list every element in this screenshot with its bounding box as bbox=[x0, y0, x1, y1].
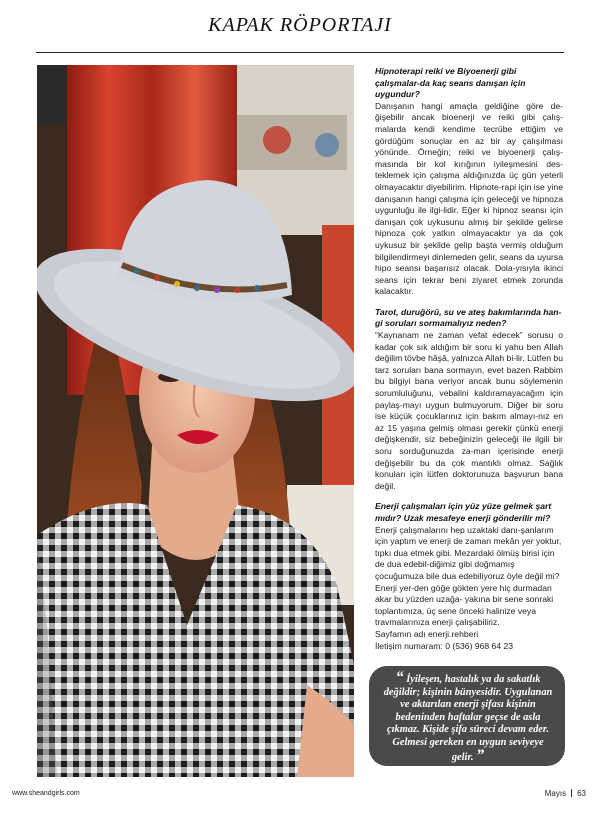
footer-page-number: 63 bbox=[577, 789, 586, 798]
pull-quote bbox=[381, 669, 555, 764]
contact-page-name: Sayfamın adı enerji.rehberi bbox=[375, 628, 479, 639]
footer-separator bbox=[571, 789, 572, 797]
question-2: Tarot, duruğörü, su ve ateş bakımlarında han-gi soruları sormamalıyız neden? bbox=[375, 306, 562, 329]
question-1: Hipnoterapi reiki ve Biyoenerji gibi çalışmalar-da kaç seans danışan için uygundur? bbox=[375, 66, 526, 100]
page-header bbox=[0, 14, 600, 37]
interview-text-column bbox=[375, 66, 563, 652]
answer-1: Danışanın hangi amaçla geldiğine göre de-ğişebilir ancak bioenerji ve reiki gibi çalış-malarda kendi kendime tecrübe ettiğim ve gördüğüm sonuçlar en az bir ay çalışılması yönünde. Örneğin; reiki ve biyoenerji çalış-masında bir kol kırığının iyileşmesini des-teklemek için çalışma aldığınızda üç gün yeterli olmayacaktır diyebilirim. Hipnote-rapi için ise yine danışanın hangi çalışma için geleceği ve hipnoza uygunluğu ile ilgi-lidir. Eğer ki hipnoz seansı için danışan çok uykusunu almış bir şekilde gelirse hipnoza çok yatkın olmayacaktır ya da çok uykusuz bir şekilde gelip başta vermiş olduğum bilgilendirmeyi dinlemeden gelir, seans da uyursa hipo seansı başarısız olacak. Dola-yısıyla ikinci seans için tekrar beni ziyaret etmek zorunda kalacaktır. bbox=[375, 100, 563, 297]
pull-quote-text: İyileşen, hastalık ya da sakatlık değildir; kişinin bünyesidir. Uygulanan ve aktarılan enerji şifası kişinin bedeninden haftalar geçse de asla çıkmaz. Kişide şifa süreci devam eder. Gelmesi gereken en uygun seviyeye gelir. bbox=[383, 674, 553, 763]
answer-2: “Kaynanam ne zaman vefat edecek” sorusu o kadar çok sık aldığım bir soru ki yahu ben Allah değilim tövbe hâşâ, yalnızca Allah bi-lir. Lütfen bu tarz soruları bana sormayın, evet bazen Rabbim bu bilgiyi bana veriyor ancak bunu söylemenin sorumluluğunu, vebalini kaldıramayacağım için paylaş-mayı uygun bulmuyorum. Diğer bir soru ise küçük çocuklarınız için bakım almayı-nız en az 15 yaşına gelmiş olması gerekir çünkü enerji değişkendir, siz bebeğinizin geleceği ile ilgili bir soru sorduğunuzda za-man içerisinde enerji değişebilir bu da çok mantıklı olmaz. Sağlık konuları için lütfen doktorunuza başvurun bana değil. bbox=[375, 330, 563, 491]
cover-portrait-photo bbox=[37, 65, 354, 777]
open-quote-icon: “ bbox=[395, 669, 404, 686]
footer-page-info bbox=[545, 789, 586, 798]
pull-quote-box bbox=[369, 666, 565, 766]
contact-phone: İletişim numaram: 0 (536) 968 64 23 bbox=[375, 640, 514, 651]
answer-3: Enerji çalışmalarını hep uzaktaki danı-şanlarım için yaptım ve enerji de zaman mekân yer yoktur, tıpkı dua etmek gibi. Mezardaki ölmüş birisi için de dua edebil-diğimiz gibi doğmamış çocuğumuza bile dua edebiliyoruz öyle değil mi? Enerji yer-den göğe gökten yere hiç durmadan akar bu yüzden uzağa- yakına bir sene sonraki toplantımıza, üç sene önceki halinize veya travmalarınıza enerji çalışabiliriz. bbox=[375, 524, 562, 628]
close-quote-icon: ” bbox=[476, 746, 485, 764]
header-divider bbox=[36, 52, 564, 53]
question-3: Enerji çalışmaları için yüz yüze gelmek şart mıdır? Uzak mesafeye enerji gönderilir mi? bbox=[375, 501, 552, 523]
footer-website: www.sheandgirls.com bbox=[12, 790, 80, 797]
section-title: KAPAK RÖPORTAJI bbox=[208, 14, 392, 36]
footer-month: Mayıs bbox=[544, 789, 567, 798]
